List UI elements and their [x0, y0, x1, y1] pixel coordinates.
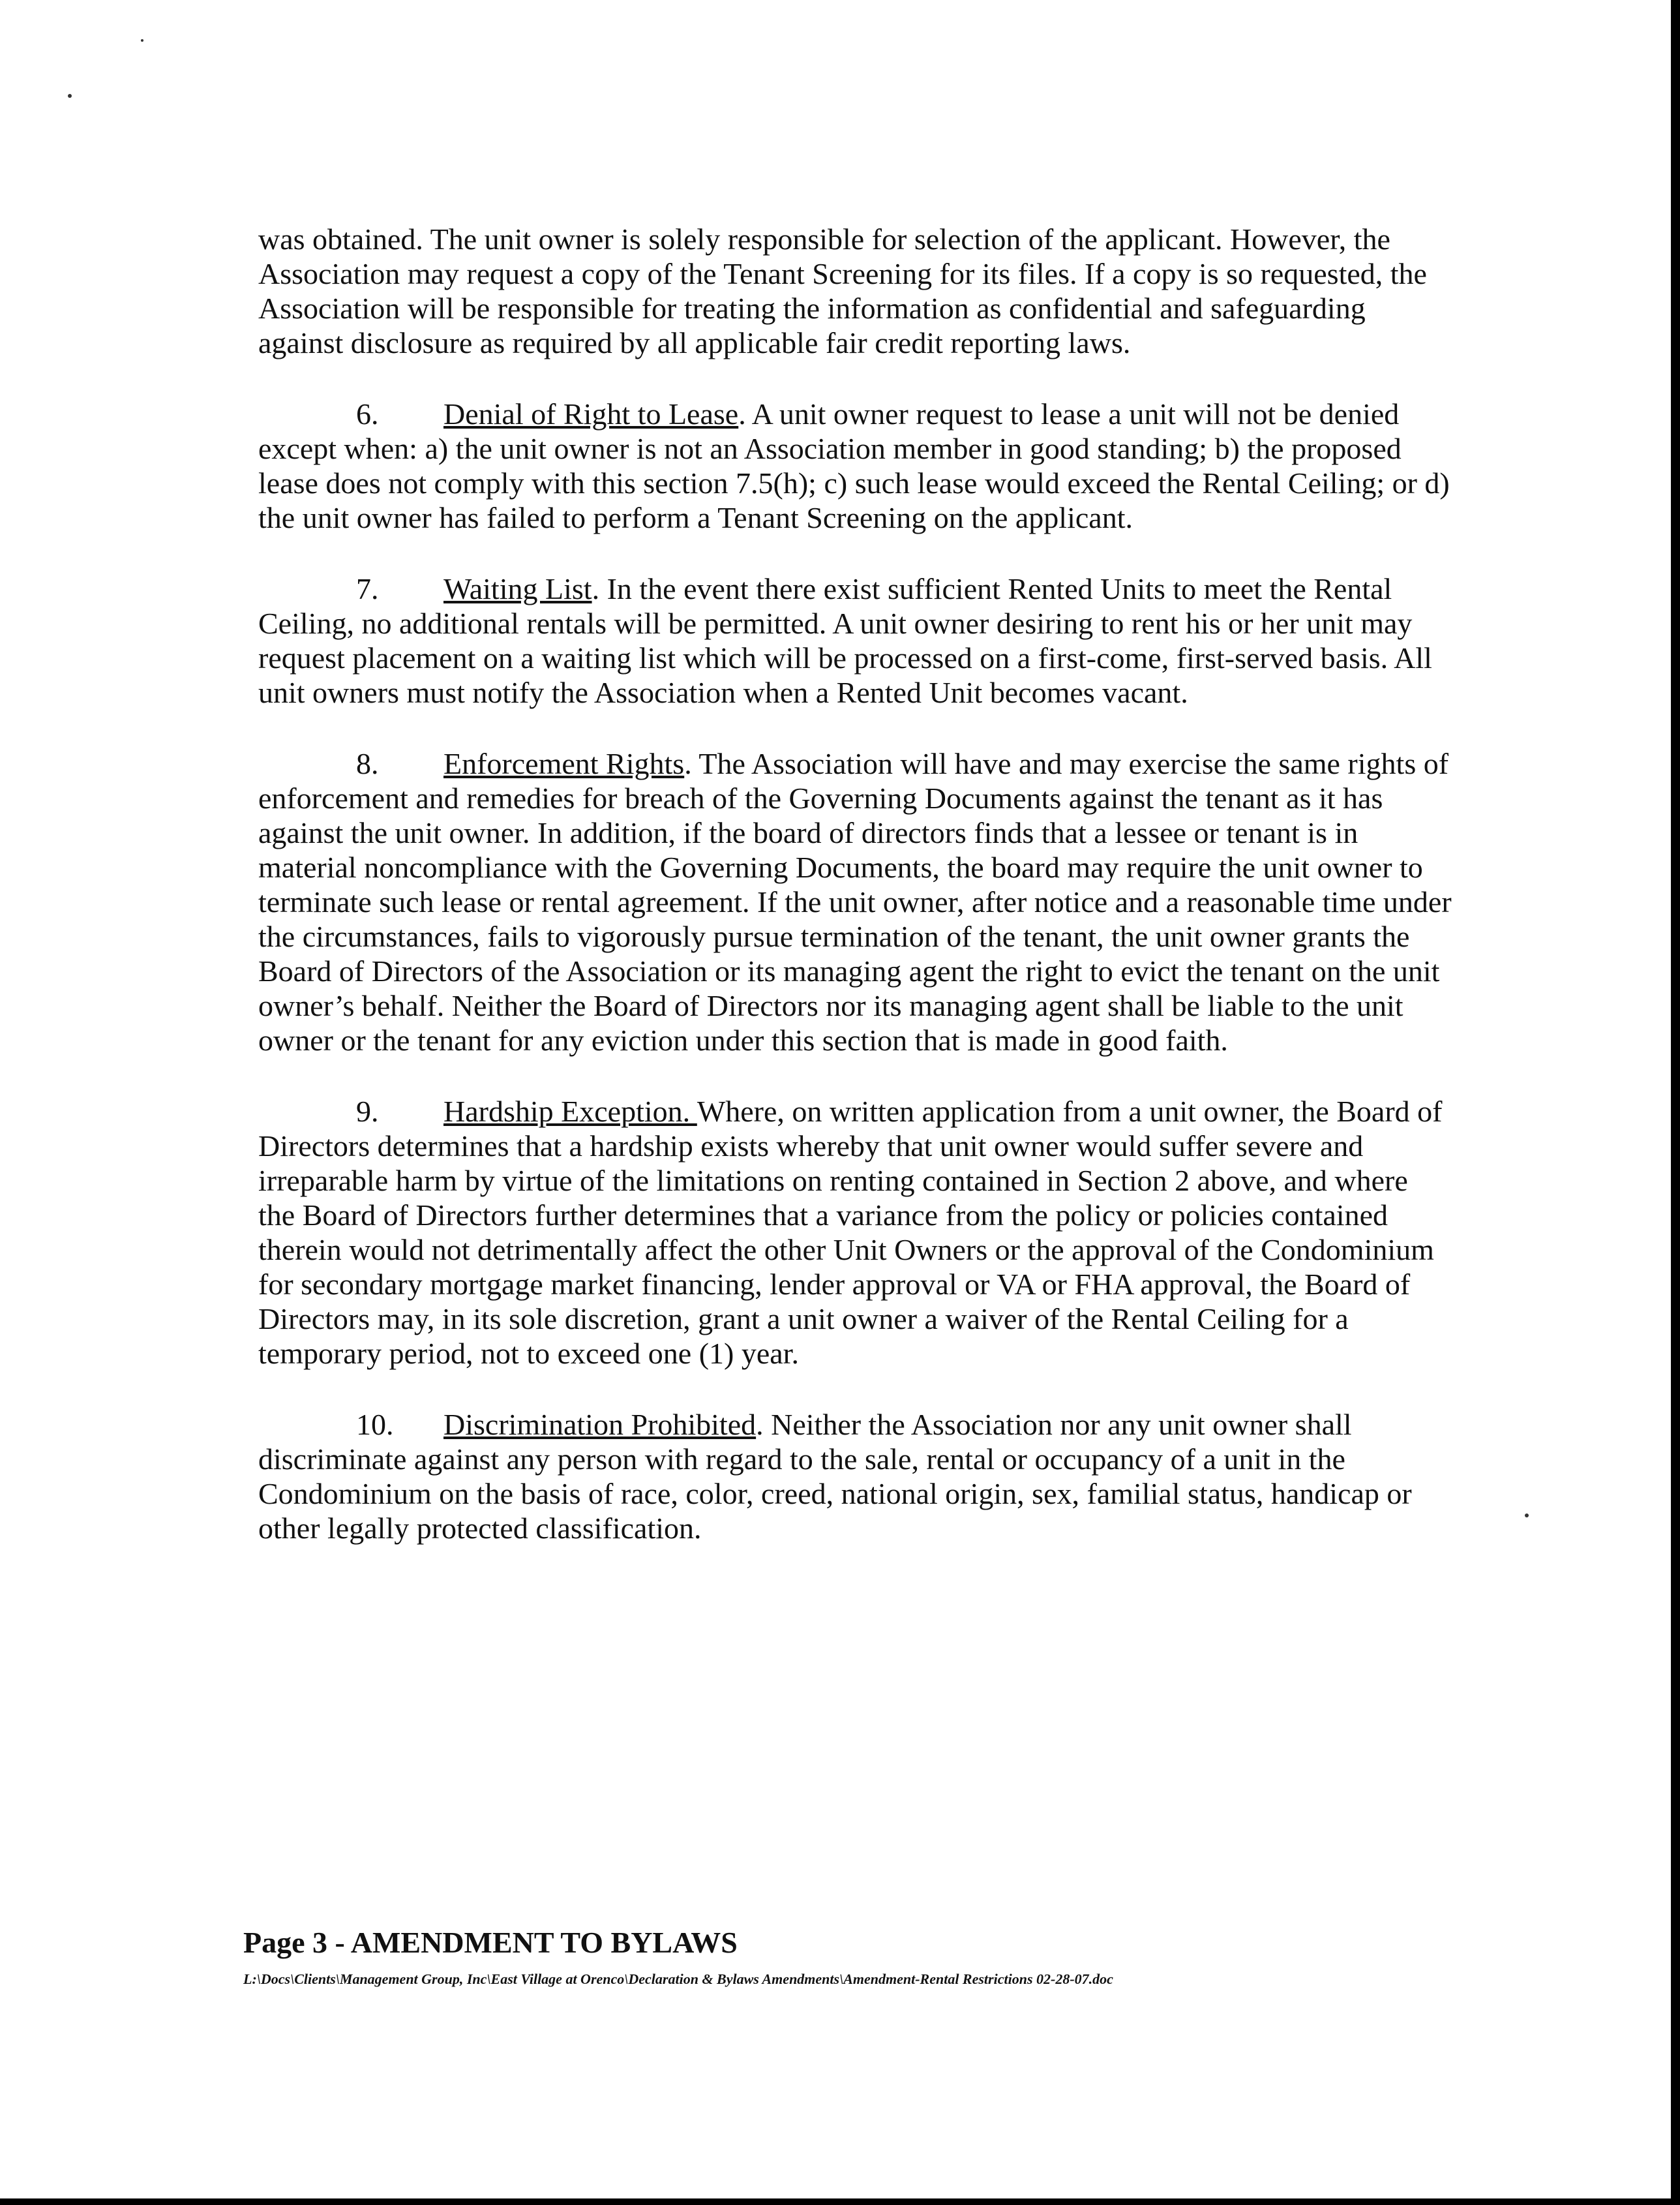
- section-heading: Hardship Exception.: [443, 1095, 697, 1128]
- section-body: Where, on written application from a unit owner, the Board of Directors determines that a hardship exists whereby that unit owner would suffer severe and irreparable harm by virtue of the limitations on renting contained in Section 2 above, and where the Board of Directors further determines that a variance from the policy or policies contained therein would not detrimentally affect the other Unit Owners or the approval of the Condominium for secondary mortgage market financing, lender approval or VA or FHA approval, the Board of Directors may, in its sole discretion, grant a unit owner a waiver of the Rental Ceiling for a temporary period, not to exceed one (1) year.: [258, 1095, 1443, 1370]
- section-9: [258, 1094, 1452, 1371]
- section-6: [258, 397, 1452, 535]
- section-number: 9.: [356, 1095, 379, 1128]
- section-body: . A unit owner request to lease a unit will not be denied except when: a) the unit owner is not an Association member in good standing; b) the proposed lease does not comply with this section 7.5(h); c) such lease would exceed the Rental Ceiling; or d) the unit owner has failed to perform a Tenant Screening on the applicant.: [258, 397, 1450, 534]
- section-heading: Denial of Right to Lease: [443, 397, 739, 431]
- section-number: 10.: [356, 1408, 394, 1441]
- section-body: . Neither the Association nor any unit owner shall discriminate against any person with regard to the sale, rental or occupancy of a unit in the Condominium on the basis of race, color, creed, national origin, sex, familial status, handicap or other legally protected classification.: [258, 1408, 1412, 1545]
- section-body: . In the event there exist sufficient Rented Units to meet the Rental Ceiling, no additional rentals will be permitted. A unit owner desiring to rent his or her unit may request placement on a waiting list which will be processed on a first-come, first-served basis. All unit owners must notify the Association when a Rented Unit becomes vacant.: [258, 572, 1432, 709]
- scan-speck: [141, 39, 143, 42]
- section-heading: Enforcement Rights: [443, 747, 685, 780]
- footer-file-path: L:\Docs\Clients\Management Group, Inc\East Village at Orenco\Declaration & Bylaws Amendments\Amendment-Rental Restrictions 02-28-07.doc: [243, 1971, 1113, 1987]
- page-footer: [243, 1924, 1482, 1988]
- intro-paragraph: was obtained. The unit owner is solely responsible for selection of the applicant. However, the Association may request a copy of the Tenant Screening for its files. If a copy is so requested, the Association will be responsible for treating the information as confidential and safeguarding against disclosure as required by all applicable fair credit reporting laws.: [258, 222, 1427, 359]
- section-10: [258, 1407, 1452, 1545]
- section-number: 7.: [356, 572, 379, 605]
- scan-edge-right: [1671, 0, 1680, 2205]
- section-number: 6.: [356, 397, 379, 431]
- section-heading: Discrimination Prohibited: [443, 1408, 757, 1441]
- section-body: . The Association will have and may exercise the same rights of enforcement and remedies for breach of the Governing Documents against the tenant as it has against the unit owner. In addition, if the board of directors finds that a lessee or tenant is in material noncompliance with the Governing Documents, the board may require the unit owner to terminate such lease or rental agreement. If the unit owner, after notice and a reasonable time under the circumstances, fails to vigorously pursue termination of the tenant, the unit owner grants the Board of Directors of the Association or its managing agent the right to evict the tenant on the unit owner’s behalf. Neither the Board of Directors nor its managing agent shall be liable to the unit owner or the tenant for any eviction under this section that is made in good faith.: [258, 747, 1452, 1057]
- document-body: [258, 222, 1452, 1582]
- section-heading: Waiting List: [443, 572, 592, 605]
- scan-speck: [1525, 1513, 1529, 1517]
- footer-title: Page 3 - AMENDMENT TO BYLAWS: [243, 1926, 738, 1959]
- scan-edge-bottom: [0, 2198, 1680, 2205]
- section-number: 8.: [356, 747, 379, 780]
- scan-speck: [68, 94, 72, 98]
- section-8: [258, 746, 1452, 1057]
- section-7: [258, 571, 1452, 710]
